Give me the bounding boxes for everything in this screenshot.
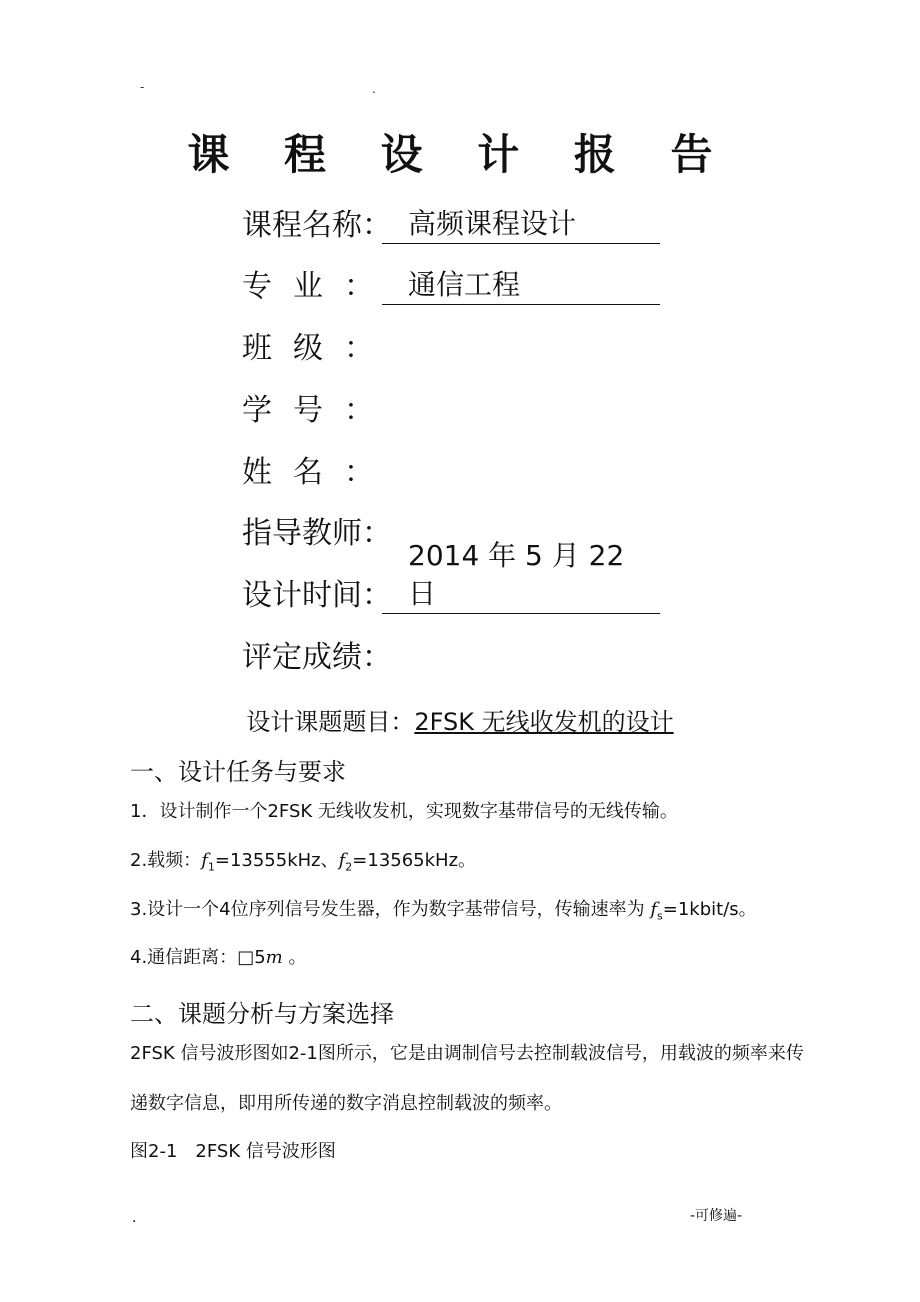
field-label	[242, 261, 374, 305]
field-row	[242, 383, 374, 429]
task-item-2	[130, 851, 476, 878]
subject-line	[0, 702, 920, 737]
figure-caption: 图2-1 2FSK 信号波形图	[130, 1141, 336, 1162]
field-label-char: 间	[332, 578, 362, 613]
field-label-char: 师	[332, 516, 362, 551]
fs-subscript: s	[657, 909, 663, 923]
field-label	[242, 200, 392, 244]
analysis-para-line-1: 2FSK 信号波形图如2-1图所示，它是由调制信号去控制载波信号，用载波的频率来传	[130, 1043, 804, 1064]
field-label	[242, 385, 374, 429]
field-label-char: 时	[302, 578, 332, 613]
field-label	[242, 447, 374, 491]
field-row	[242, 321, 374, 367]
field-label-char: 号	[293, 393, 323, 428]
field-label-char: 称	[332, 208, 362, 243]
report-title: 课 程 设 计 报 告	[187, 130, 733, 179]
fs-value: =1kbit/s。	[662, 899, 757, 920]
field-label-char: 计	[272, 578, 302, 613]
footer-right-text: -可修遍-	[690, 1208, 743, 1224]
field-label-char: 名	[293, 455, 323, 490]
field-label-char: 课	[242, 208, 272, 243]
field-label-char: 指	[242, 516, 272, 551]
task-item-3	[130, 900, 757, 927]
field-label-char: ：	[362, 640, 392, 675]
field-label-char: 绩	[332, 640, 362, 675]
field-value: 高频课程设计	[382, 205, 660, 244]
field-label-char: 评	[242, 640, 272, 675]
task-item-3-prefix: 3.设计一个4位序列信号发生器，作为数字基带信号，传输速率为	[130, 899, 651, 920]
field-label-char: 班	[242, 331, 272, 366]
field-value: 通信工程	[382, 266, 660, 305]
field-label-char: 定	[272, 640, 302, 675]
field-label-char: ：	[344, 331, 374, 366]
f2-value: =13565kHz。	[352, 850, 477, 871]
field-label-char: 名	[302, 208, 332, 243]
field-label-char: 教	[302, 516, 332, 551]
task-item-4-suffix: 。	[282, 947, 307, 968]
field-row	[242, 198, 660, 244]
section-heading-1: 一、设计任务与要求	[130, 758, 346, 786]
field-label	[242, 570, 392, 614]
field-row	[242, 506, 392, 552]
field-label-char: 成	[302, 640, 332, 675]
section-heading-2: 二、课题分析与方案选择	[130, 1000, 394, 1028]
task-item-4-prefix: 4.通信距离：	[130, 947, 238, 968]
field-row	[242, 630, 392, 676]
task-item-2-prefix: 2.载频：	[130, 850, 202, 871]
analysis-para-line-2: 递数字信息，即用所传递的数字消息控制载波的频率。	[130, 1093, 562, 1114]
field-label-char: 程	[272, 208, 302, 243]
subject-label: 设计课题题目：	[246, 708, 415, 736]
subject-value: 2FSK 无线收发机的设计	[414, 708, 674, 736]
task-item-1: 1．设计制作一个2FSK 无线收发机，实现数字基带信号的无线传输。	[130, 801, 678, 822]
fs-symbol: f	[650, 899, 658, 920]
field-label-char: ：	[362, 516, 392, 551]
footer-mark-left: .	[132, 1210, 137, 1226]
field-label-char: 专	[242, 269, 272, 304]
distance-unit: m	[265, 947, 283, 968]
field-label-char: 业	[293, 269, 323, 304]
field-label-char: ：	[362, 578, 392, 613]
field-label-char: ：	[344, 269, 374, 304]
field-row	[242, 539, 660, 614]
field-label-char: 学	[242, 393, 272, 428]
header-mark-right: .	[372, 82, 376, 96]
field-label-char: ：	[362, 208, 392, 243]
field-label-char: ：	[344, 393, 374, 428]
distance-value: □5	[237, 947, 266, 968]
f1-value: =13555kHz、	[214, 850, 339, 871]
field-label-char: 级	[293, 331, 323, 366]
field-label-char: 设	[242, 578, 272, 613]
field-label-char: ：	[344, 455, 374, 490]
field-label	[242, 632, 392, 676]
task-item-4	[130, 948, 306, 968]
header-mark-left: -	[140, 80, 145, 94]
field-label	[242, 323, 374, 367]
f2-symbol: f	[338, 850, 346, 871]
field-row	[242, 445, 374, 491]
field-value: 2014 年 5 月 22 日	[382, 537, 660, 614]
field-label-char: 导	[272, 516, 302, 551]
f1-symbol: f	[201, 850, 208, 871]
field-row	[242, 259, 660, 305]
field-label	[242, 508, 392, 552]
field-label-char: 姓	[242, 455, 272, 490]
f2-subscript: 2	[345, 860, 353, 874]
f1-subscript: 1	[207, 860, 215, 874]
